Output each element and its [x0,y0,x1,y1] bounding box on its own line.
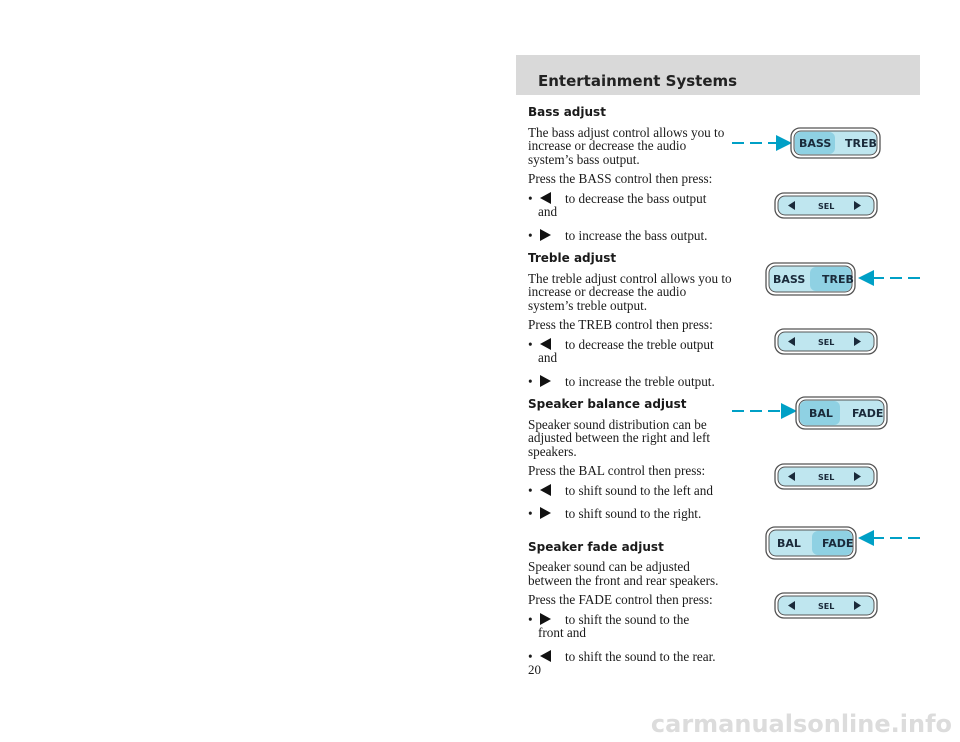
bal-fade-control-bal-active [732,397,887,429]
balance-intro: Speaker sound distribution can be adjusted between the right and left speakers. [528,416,710,459]
bullet-dot: • [528,506,533,521]
fade-intro: Speaker sound can be adjusted between the front and rear speakers. [528,559,719,588]
balance-right-text: to shift sound to the right. [565,506,702,521]
sel-control [775,593,877,618]
bass-label: BASS [773,273,806,286]
treb-label: TREB [845,137,877,150]
treble-heading: Treble adjust [528,251,617,265]
bullet-dot: • [528,190,533,206]
sel-label: SEL [818,602,835,611]
treble-instruction: Press the TREB control then press: [528,317,713,332]
sel-control [775,193,877,218]
page-number: 20 [528,662,541,677]
sel-label: SEL [818,473,835,482]
bass-increase-text: to increase the bass output. [565,227,708,243]
treble-decrease-text: to decrease the treble output [565,336,714,352]
bass-instruction: Press the BASS control then press: [528,171,713,186]
bullet-dot: • [528,482,533,498]
sel-control [775,464,877,489]
bass-decrease-text: to decrease the bass output [565,190,707,206]
bass-decrease-cont: and [538,204,558,219]
bass-treb-control-treb-active [766,263,920,295]
fade-front-text: to shift the sound to the [565,611,690,627]
balance-left-text: to shift sound to the left and [565,482,713,498]
fade-rear-text: to shift the sound to the rear. [565,648,716,664]
treble-decrease-cont: and [538,350,558,365]
section-title: Entertainment Systems [538,72,738,90]
treble-increase-text: to increase the treble output. [565,373,715,389]
fade-label: FADE [822,537,854,550]
sel-control [775,329,877,354]
bass-treb-control-bass-active [732,128,880,158]
bass-heading: Bass adjust [528,105,606,119]
bullet-dot: • [528,227,533,243]
fade-instruction: Press the FADE control then press: [528,592,713,607]
fade-heading: Speaker fade adjust [528,539,664,554]
balance-heading: Speaker balance adjust [528,397,687,411]
bass-label: BASS [799,137,832,150]
treble-intro: The treble adjust control allows you to increase or decrease the audio system’s treble output. [528,270,732,313]
balance-instruction: Press the BAL control then press: [528,463,706,478]
bal-fade-control-fade-active [766,527,920,559]
sel-label: SEL [818,338,835,347]
fade-label: FADE [852,407,884,420]
bal-label: BAL [809,407,833,420]
sel-label: SEL [818,202,835,211]
bullet-dot: • [528,648,533,664]
bal-label: BAL [777,537,801,550]
treb-label: TREB [822,273,854,286]
bullet-dot: • [528,336,533,352]
bass-intro: The bass adjust control allows you to increase or decrease the audio system’s bass output. [528,124,725,167]
fade-front-cont: front and [538,625,586,640]
watermark-footer: carmanualsonline.info [650,710,952,738]
bullet-dot: • [528,373,533,389]
bullet-dot: • [528,611,533,627]
